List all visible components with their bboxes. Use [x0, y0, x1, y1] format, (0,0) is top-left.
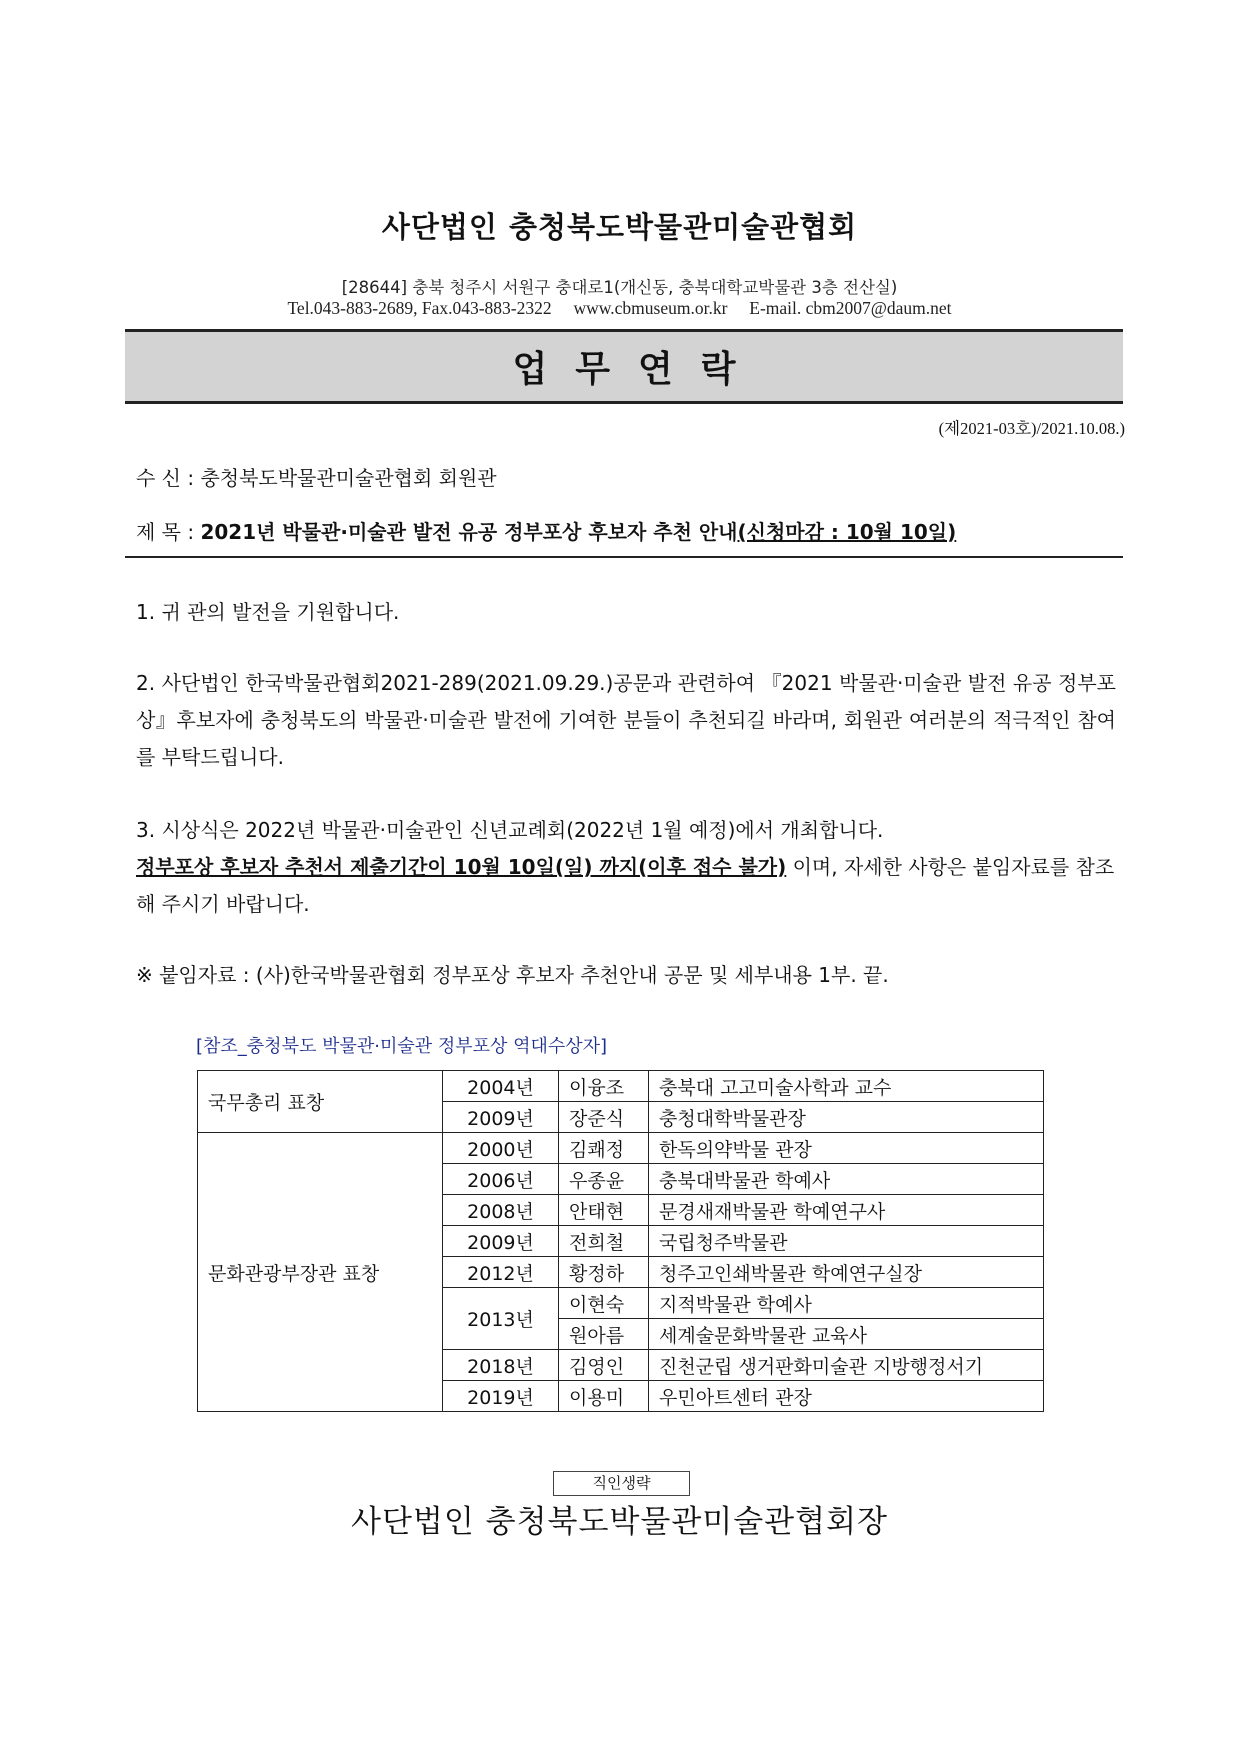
attachment-note: ※ 붙임자료 : (사)한국박물관협회 정부포상 후보자 추천안내 공문 및 세부내용 1부. 끝.: [136, 963, 889, 987]
document-number: (제2021-03호)/2021.10.08.): [938, 419, 1125, 438]
recipient-label: 수 신 :: [136, 466, 201, 490]
recipient-line: [136, 462, 497, 491]
organization-title: 사단법인 충청북도박물관미술관협회: [381, 210, 858, 244]
award-year: 2008년: [443, 1195, 559, 1226]
award-year: 2019년: [443, 1381, 559, 1412]
recipient-position: 우민아트센터 관장: [649, 1381, 1044, 1412]
award-year: 2018년: [443, 1350, 559, 1381]
recipient-value: 충청북도박물관미술관협회 회원관: [200, 466, 497, 490]
recipient-name: 안태현: [559, 1195, 649, 1226]
divider: [125, 556, 1123, 558]
recipient-name: 김쾌정: [559, 1133, 649, 1164]
recipient-position: 지적박물관 학예사: [649, 1288, 1044, 1319]
recipient-position: 진천군립 생거판화미술관 지방행정서기: [649, 1350, 1044, 1381]
award-year: 2004년: [443, 1071, 559, 1102]
award-year: 2009년: [443, 1102, 559, 1133]
reference-title: [참조_충청북도 박물관·미술관 정부포상 역대수상자]: [196, 1036, 608, 1057]
recipient-position: 세계술문화박물관 교육사: [649, 1319, 1044, 1350]
recipient-position: 청주고인쇄박물관 학예연구실장: [649, 1257, 1044, 1288]
subject-deadline: (신청마감 : 10월 10일): [737, 520, 957, 544]
table-row: [198, 1071, 1044, 1102]
recipient-name: 전희철: [559, 1226, 649, 1257]
paragraph-2: 2. 사단법인 한국박물관협회2021-289(2021.09.29.)공문과 관련하여 『2021 박물관·미술관 발전 유공 정부포상』후보자에 충청북도의 박물관·미술관 발전에 기여한 분들이 추천되길 바라며, 회원관 여러분의 적극적인 참여를 부탁드립니다.: [136, 671, 1116, 769]
seal-omitted-box: 직인생략: [553, 1471, 690, 1496]
recipient-position: 한독의약박물 관장: [649, 1133, 1044, 1164]
recipient-name: 우종윤: [559, 1164, 649, 1195]
recipient-position: 국립청주박물관: [649, 1226, 1044, 1257]
award-year: 2009년: [443, 1226, 559, 1257]
award-category: 국무총리 표창: [198, 1071, 443, 1133]
contact-line: Tel.043-883-2689, Fax.043-883-2322 www.cbmuseum.or.kr E-mail. cbm2007@daum.net: [287, 298, 952, 318]
award-year: 2012년: [443, 1257, 559, 1288]
recipient-name: 이융조: [559, 1071, 649, 1102]
award-recipients-table: [197, 1070, 1044, 1412]
award-year: 2000년: [443, 1133, 559, 1164]
award-year: 2013년: [443, 1288, 559, 1350]
award-category: 문화관광부장관 표창: [198, 1133, 443, 1412]
banner-title: 업무연락: [512, 349, 764, 390]
recipient-name: 황정하: [559, 1257, 649, 1288]
signature-line: 사단법인 충청북도박물관미술관협회장: [351, 1504, 888, 1540]
paragraph-1: 1. 귀 관의 발전을 기원합니다.: [136, 600, 400, 624]
paragraph-3-rest: 이며, 자세한 사항은 붙임자료를 참조해 주시기 바랍니다.: [136, 855, 1115, 916]
paragraph-3-intro: 3. 시상식은 2022년 박물관·미술관인 신년교례회(2022년 1월 예정)에서 개최합니다.: [136, 818, 884, 842]
recipient-position: 충북대 고고미술사학과 교수: [649, 1071, 1044, 1102]
recipient-name: 장준식: [559, 1102, 649, 1133]
recipient-position: 충북대박물관 학예사: [649, 1164, 1044, 1195]
table-row: [198, 1133, 1044, 1164]
recipient-position: 문경새재박물관 학예연구사: [649, 1195, 1044, 1226]
paragraph-3-deadline: 정부포상 후보자 추천서 제출기간이 10월 10일(일) 까지(이후 접수 불가): [136, 855, 787, 879]
document-type-banner: [125, 329, 1123, 404]
recipient-name: 원아름: [559, 1319, 649, 1350]
address-line: [28644] 충북 청주시 서원구 충대로1(개신동, 충북대학교박물관 3층 전산실): [341, 278, 898, 297]
subject-line: [136, 516, 956, 545]
subject-label: 제 목 :: [136, 520, 201, 544]
award-year: 2006년: [443, 1164, 559, 1195]
paragraph-3: [136, 812, 1116, 923]
recipient-position: 충청대학박물관장: [649, 1102, 1044, 1133]
recipient-name: 이현숙: [559, 1288, 649, 1319]
recipient-name: 김영인: [559, 1350, 649, 1381]
subject-text: 2021년 박물관·미술관 발전 유공 정부포상 후보자 추천 안내: [200, 520, 738, 544]
recipient-name: 이용미: [559, 1381, 649, 1412]
